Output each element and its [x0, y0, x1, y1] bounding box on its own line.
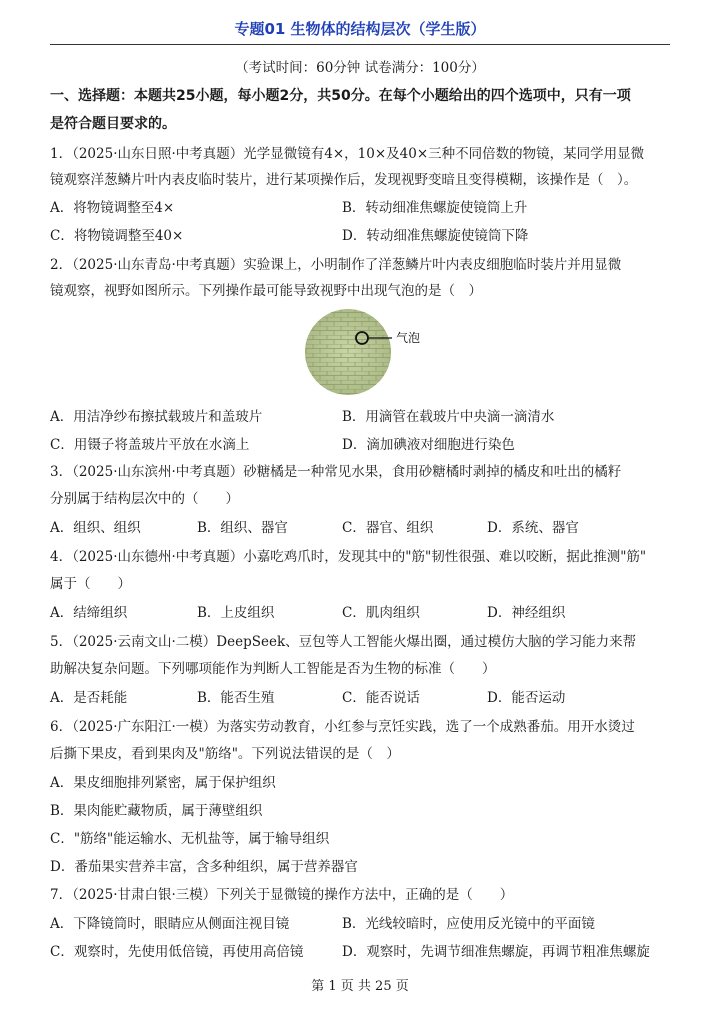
question-6-option-b: B．果肉能贮藏物质，属于薄壁组织: [50, 803, 263, 819]
question-2-option-d: D．滴加碘液对细胞进行染色: [342, 437, 515, 453]
exam-meta: （考试时间：60分钟 试卷满分：100分）: [235, 60, 485, 76]
question-7-option-c: C．观察时，先使用低倍镜，再使用高倍镜: [50, 944, 304, 960]
question-6-option-c: C．"筋络"能运输水、无机盐等，属于输导组织: [50, 831, 330, 847]
question-5-option-d: D．能否运动: [487, 690, 566, 706]
cell-pattern: [305, 309, 391, 395]
question-2-stem-line2: 镜观察，视野如图所示。下列操作最可能导致视野中出现气泡的是（ ）: [50, 283, 482, 299]
title-divider: [50, 44, 670, 45]
question-7-stem-line1: 7．（2025·甘肃白银·三模）下列关于显微镜的操作方法中，正确的是（ ）: [50, 887, 514, 903]
question-4-stem-line1: 4．（2025·山东德州·中考真题）小嘉吃鸡爪时，发现其中的"筋"韧性很强、难以咬断，据此推测"筋": [50, 549, 647, 565]
question-6-option-a: A．果皮细胞排列紧密，属于保护组织: [50, 775, 276, 791]
question-6-option-d: D．番茄果实营养丰富，含多种组织，属于营养器官: [50, 859, 358, 875]
question-1-option-a: A．将物镜调整至4×: [50, 200, 175, 216]
question-4-option-c: C．肌肉组织: [342, 605, 420, 621]
document-title: 专题01 生物体的结构层次（学生版）: [234, 20, 486, 38]
question-2-option-c: C．用镊子将盖玻片平放在水滴上: [50, 437, 250, 453]
question-3-stem-line1: 3．（2025·山东滨州·中考真题）砂糖橘是一种常见水果，食用砂糖橘时剥掉的橘皮和吐出的橘籽: [50, 464, 622, 480]
question-3-stem-line2: 分别属于结构层次中的（ ）: [50, 491, 239, 507]
question-3-option-c: C．器官、组织: [342, 520, 434, 536]
question-7-option-d: D．观察时，先调节细准焦螺旋，再调节粗准焦螺旋: [342, 944, 650, 960]
question-5-option-a: A．是否耗能: [50, 690, 128, 706]
question-2-option-b: B．用滴管在载玻片中央滴一滴清水: [342, 409, 555, 425]
question-4-option-b: B．上皮组织: [197, 605, 275, 621]
page-footer: 第 1 页 共 25 页: [311, 979, 409, 994]
question-5-stem-line2: 助解决复杂问题。下列哪项能作为判断人工智能是否为生物的标准（ ）: [50, 661, 496, 677]
bubble-label: 气泡: [396, 331, 421, 345]
question-5-stem-line1: 5．（2025·云南文山·二模）DeepSeek、豆包等人工智能火爆出圈，通过模仿大脑的学习能力来帮: [50, 634, 637, 650]
question-4-option-a: A．结缔组织: [50, 605, 128, 621]
question-3-option-b: B．组织、器官: [197, 520, 288, 536]
question-2-option-a: A．用洁净纱布擦拭载玻片和盖玻片: [50, 409, 263, 425]
section-heading-line2: 是符合题目要求的。: [50, 116, 176, 132]
question-4-option-d: D．神经组织: [487, 605, 566, 621]
question-1-option-d: D．转动细准焦螺旋使镜筒下降: [342, 228, 529, 244]
question-5-option-b: B．能否生殖: [197, 690, 275, 706]
question-4-stem-line2: 属于（ ）: [50, 576, 131, 592]
question-6-stem-line1: 6．（2025·广东阳江·一模）为落实劳动教育，小红参与烹饪实践，选了一个成熟番茄。用开水烫过: [50, 719, 635, 735]
microscope-view-figure: [296, 308, 436, 398]
question-5-option-c: C．能否说话: [342, 690, 420, 706]
question-1-option-c: C．将物镜调整至40×: [50, 228, 184, 244]
question-3-option-a: A．组织、组织: [50, 520, 141, 536]
question-7-option-b: B．光线较暗时，应使用反光镜中的平面镜: [342, 916, 595, 932]
question-1-option-b: B．转动细准焦螺旋使镜筒上升: [342, 200, 528, 216]
question-7-option-a: A．下降镜筒时，眼睛应从侧面注视目镜: [50, 916, 290, 932]
question-1-stem-line2: 镜观察洋葱鳞片叶内表皮临时装片，进行某项操作后，发现视野变暗且变得模糊，该操作是（ ）。: [50, 172, 638, 188]
section-heading-line1: 一、选择题：本题共25小题，每小题2分，共50分。在每个小题给出的四个选项中，只有一项: [50, 88, 631, 104]
question-6-stem-line2: 后撕下果皮，看到果肉及"筋络"。下列说法错误的是（ ）: [50, 746, 400, 762]
question-1-stem-line1: 1．（2025·山东日照·中考真题）光学显微镜有4×，10×及40×三种不同倍数的物镜，某同学用显微: [50, 146, 645, 162]
question-3-option-d: D．系统、器官: [487, 520, 579, 536]
question-2-stem-line1: 2．（2025·山东青岛·中考真题）实验课上，小明制作了洋葱鳞片叶内表皮细胞临时装片并用显微: [50, 257, 622, 273]
